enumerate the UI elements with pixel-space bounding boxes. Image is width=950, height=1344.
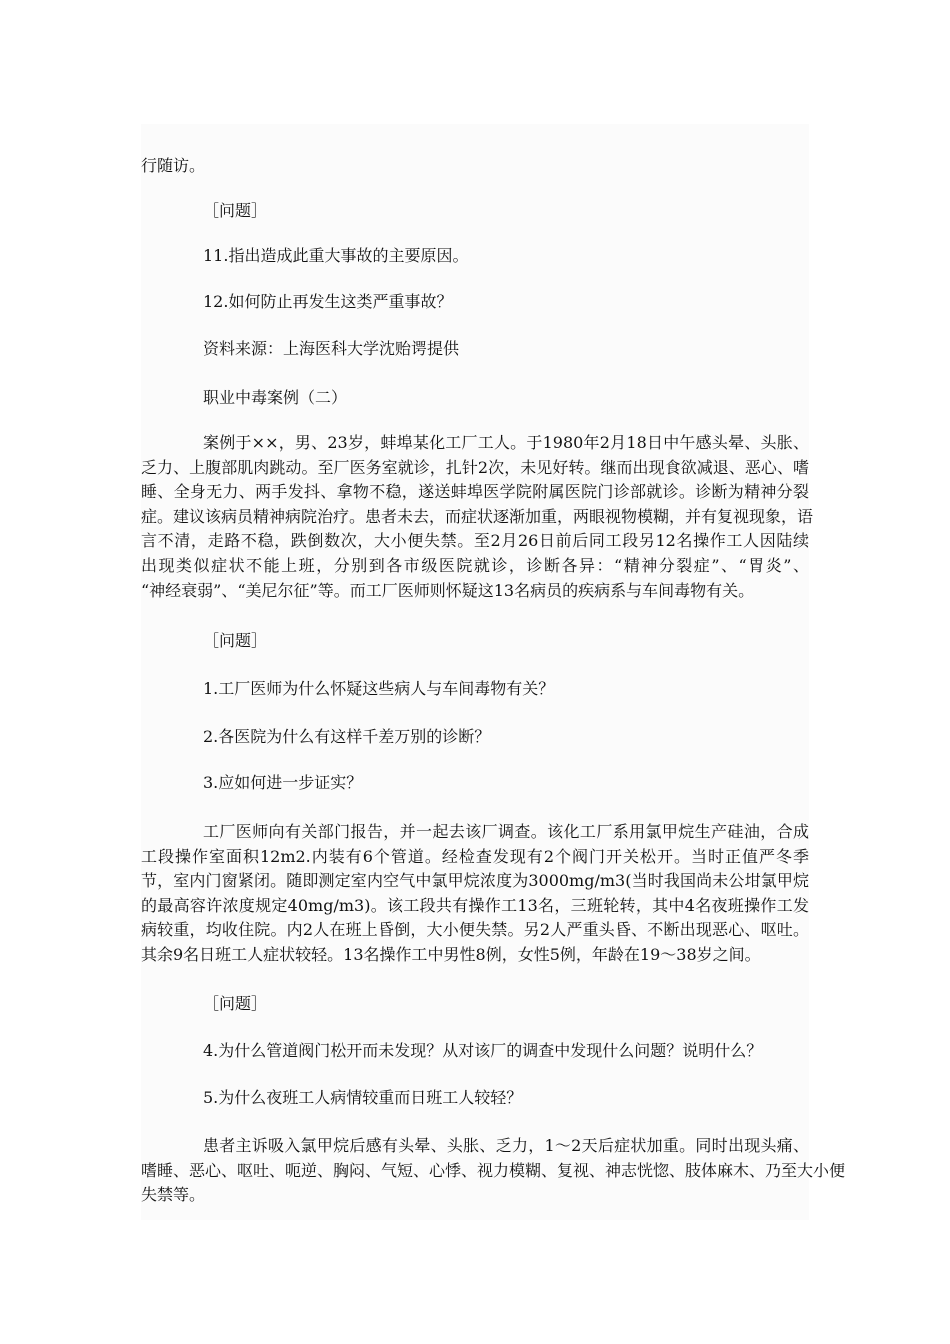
question-heading: ［问题］: [203, 994, 268, 1013]
paragraph-line: 嗜睡、恶心、呕吐、呃逆、胸闷、气短、心悸、视力模糊、复视、神志恍惚、肢体麻木、乃至大小便: [141, 1160, 846, 1180]
paragraph-line: “神经衰弱”、“美尼尔征”等。而工厂医师则怀疑这13名病员的疾病系与车间毒物有关。: [141, 580, 755, 600]
question-item: 3.应如何进一步证实？: [203, 773, 363, 792]
paragraph-line: 乏力、上腹部肌肉跳动。至厂医务室就诊，扎针2次，未见好转。继而出现食欲减退、恶心、嗜: [141, 457, 809, 477]
paragraph-line: 工段操作室面积12m2.内装有6个管道。经检查发现有2个阀门开关松开。当时正值严冬季: [141, 846, 809, 866]
question-heading: ［问题］: [203, 631, 268, 650]
question-item: 5.为什么夜班工人病情较重而日班工人较轻？: [203, 1088, 523, 1107]
question-item: 1.工厂医师为什么怀疑这些病人与车间毒物有关？: [203, 679, 555, 698]
paragraph-line: 睡、全身无力、两手发抖、拿物不稳，遂送蚌埠医学院附属医院门诊部就诊。诊断为精神分裂: [141, 482, 809, 502]
question-item: 12.如何防止再发生这类严重事故？: [203, 292, 453, 311]
paragraph-line: 失禁等。: [141, 1185, 206, 1205]
paragraph-line: 的最高容许浓度规定40mg/m3)。该工段共有操作工13名，三班轮转，其中4名夜班操作工发: [141, 895, 809, 915]
source-note: 资料来源：上海医科大学沈贻谔提供: [203, 339, 460, 358]
case-paragraph-1: [141, 431, 814, 603]
case-paragraph-3: [141, 1134, 846, 1208]
question-item: 4.为什么管道阀门松开而未发现？从对该厂的调查中发现什么问题？说明什么？: [203, 1041, 763, 1060]
paragraph-line: 出现类似症状不能上班，分别到各市级医院就诊，诊断各异：“精神分裂症”、“胃炎”、: [141, 555, 809, 575]
question-heading: ［问题］: [203, 201, 268, 220]
case-paragraph-2: [141, 820, 809, 968]
paragraph-line: 症。建议该病员精神病院治疗。患者未去，而症状逐渐加重，两眼视物模糊，并有复视现象，语: [141, 506, 814, 526]
text-line: 行随访。: [141, 156, 206, 175]
paragraph-line: 其余9名日班工人症状较轻。13名操作工中男性8例，女性5例，年龄在19～38岁之间。: [141, 944, 761, 964]
paragraph-line: 言不清，走路不稳，跌倒数次，大小便失禁。至2月26日前后同工段另12名操作工人因陆续: [141, 531, 809, 551]
question-item: 2.各医院为什么有这样千差万别的诊断？: [203, 727, 491, 746]
paragraph-line: 案例于××，男、23岁，蚌埠某化工厂工人。于1980年2月18日中午感头晕、头胀、: [203, 433, 809, 452]
section-title: 职业中毒案例（二）: [203, 388, 348, 407]
paragraph-line: 患者主诉吸入氯甲烷后感有头晕、头胀、乏力，1～2天后症状加重。同时出现头痛、: [203, 1136, 809, 1155]
paragraph-line: 病较重，均收住院。内2人在班上昏倒，大小便失禁。另2人严重头昏、不断出现恶心、呕吐。: [141, 920, 809, 940]
document-page: [141, 124, 846, 1220]
question-item: 11.指出造成此重大事故的主要原因。: [203, 246, 469, 265]
paragraph-line: 工厂医师向有关部门报告，并一起去该厂调查。该化工厂系用氯甲烷生产硅油，合成: [203, 822, 809, 841]
paragraph-line: 节，室内门窗紧闭。随即测定室内空气中氯甲烷浓度为3000mg/m3(当时我国尚未公坩氯甲烷: [141, 871, 809, 891]
